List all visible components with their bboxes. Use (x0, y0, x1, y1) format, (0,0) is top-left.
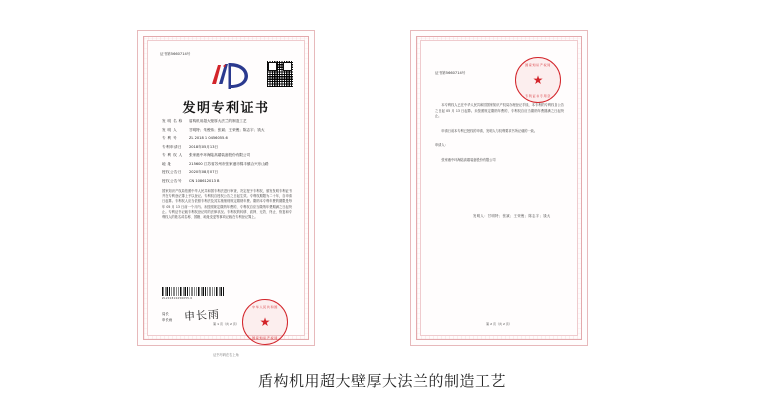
qr-code-icon (267, 61, 293, 87)
certificate-body-text: 国家知识产权局依照中华人民共和国专利法进行审查，决定授予专利权，颁发发明专利证书并在专利登记簿上予以登记。专利权自授权公告之日起生效。专利权期限为二十年，自申请日起算。专利权人应当依照专利法及其实施细则规定缴纳年费。缴纳本专利年费的期限是每年 05 月 13 日前一个月内。未按照规定缴纳年费的，专利权自应当缴纳年费期满之日起终止。专利证书记载专利权登记时的法律状况。专利权的转移、质押、无效、终止、恢复和专利权人的姓名或名称、国籍、地址变更等事项记载在专利登记簿上。 (162, 189, 292, 219)
page-number-page-1: 第 1 页（共 2 页） (213, 322, 239, 326)
page-2-ornamental-border (416, 36, 582, 340)
barcode-number: ZL201810456055.6 (162, 297, 193, 300)
director-name-label: 申长雨 (162, 318, 173, 323)
body-paragraph: 本专利权人已在中华人民共和国国家知识产权局办理登记手续，本专利的专利权自公告之日起 05 月 13 日起算。未按照规定缴纳年费的，专利权自应当缴纳年费期满之日起终止。 (435, 103, 564, 119)
certificate-number-page-1: 证书第5660714号 (160, 52, 191, 56)
field-value: 甘明特；朱俊伟；张斌；王荣俊；陈志宇；钱大 (189, 127, 265, 132)
field-row (162, 162, 292, 167)
applicant-name: 张家港中环海陆高端装备股份有限公司 (441, 157, 496, 162)
patent-certificate-page-2 (410, 30, 588, 346)
field-label: 专利申请日 (162, 144, 182, 149)
patent-info-fields (162, 119, 292, 188)
red-star-icon: ★ (532, 73, 544, 87)
field-label: 授权公告日 (162, 170, 182, 175)
page-1-content (147, 40, 305, 340)
inventors-line: 发明人：甘明特；张斌；王荣俊；陈志宇；钱大 (473, 214, 551, 218)
field-row (162, 170, 292, 175)
director-label: 局长 (162, 312, 169, 316)
seal-arc-top: 国家知识产权局 (525, 63, 551, 67)
field-row (162, 145, 292, 150)
field-label: 发 明 人 (162, 127, 178, 132)
field-row (162, 119, 292, 124)
field-label: 授权公告号 (162, 179, 182, 184)
body-paragraph: 申请日前本专利已授权的申请，发明人与权利要求书所记载的一致。 (441, 128, 538, 133)
field-value: 盾构机用超大壁厚大法兰的制造工艺 (189, 119, 247, 123)
field-label: 专 利 号 (162, 136, 178, 141)
field-value: ZL 2018 1 0456055.6 (189, 136, 228, 141)
certificate-number-page-2: 证书第5660714号 (435, 71, 466, 75)
field-row (162, 128, 292, 133)
field-row (162, 179, 292, 184)
page-2-content (420, 40, 578, 336)
barcode-icon (162, 287, 224, 296)
director-signature: 申长雨 (183, 307, 221, 324)
page-1-ornamental-border (143, 36, 309, 340)
field-value: 2018年05月13日 (189, 144, 219, 149)
footer-note: 证书号码在右上角 (213, 353, 239, 357)
official-red-seal-page-2 (515, 57, 561, 103)
field-row (162, 136, 292, 141)
field-label: 发 明 名 称 (162, 119, 183, 123)
seal-arc-top: 中华人民共和国 (252, 305, 278, 309)
field-row (162, 153, 292, 158)
field-label: 专 利 权 人 (162, 153, 183, 158)
patent-office-emblem (208, 61, 252, 91)
seal-arc-bottom: 国家知识产权局 (252, 336, 278, 340)
seal-arc-bottom: 专利证书专用章 (525, 94, 551, 98)
field-value: 张家港中环海陆高端装备股份有限公司 (189, 153, 251, 158)
image-caption: 盾构机用超大壁厚大法兰的制造工艺 (257, 372, 506, 390)
applicant-label: 申请人： (435, 143, 448, 148)
field-value: 215600 江苏省苏州市张家港市锦丰镇合兴东山路 (189, 161, 269, 166)
field-value: CN 108612013 B (189, 179, 220, 184)
red-star-icon: ★ (259, 315, 271, 329)
field-label: 地 址 (162, 161, 172, 166)
patent-certificate-page-1 (137, 30, 315, 357)
field-value: 2020年08月07日 (189, 170, 219, 175)
page-2-body-text (435, 103, 564, 173)
certificate-title: 发明专利证书 (182, 101, 270, 116)
page-number-page-2: 第 2 页（共 2 页） (486, 322, 512, 326)
